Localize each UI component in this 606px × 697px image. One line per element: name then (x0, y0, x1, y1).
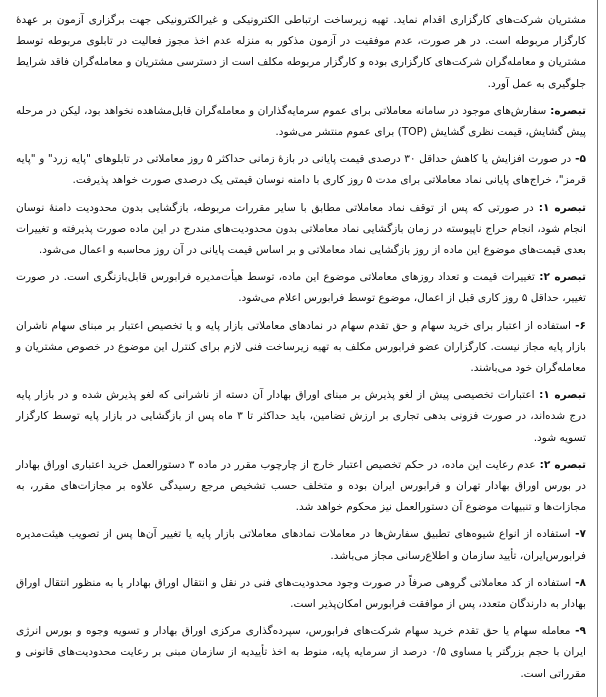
article-paragraph-9 (16, 621, 586, 685)
note-label: تبصره ۱: (534, 389, 586, 402)
paragraph-text: استفاده از اعتبار برای خرید سهام و حق تقدم سهام در نمادهای معاملاتی بازار پایه و یا تخصیص اعتبار بر مبنای سهام ناشران بازار پایه مجاز نیست. کارگزاران عضو فرابورس مکلف به تهیه زیرساخت فنی لازم برای کنترل این موضوع در خصوص مشتریان و معامله‌گران خود می‌باشند. (16, 319, 586, 375)
paragraph-text: استفاده از انواع شیوه‌های تطبیق سفارش‌ها در معاملات نمادهای معاملاتی بازار پایه یا تغییر آن‌ها پس از تصویب هیئت‌مدیره فرابورس‌ایران، تأیید سازمان و اطلاع‌رسانی مجاز می‌باشد. (16, 528, 586, 562)
article-number: ۵- (571, 153, 586, 166)
paragraph-text: معامله سهام یا حق تقدم خرید سهام شرکت‌های فرابورس، سپرده‌گذاری مرکزی اوراق بهادار و تسویه وجوه و بورس انرژی ایران با حجم بزرگتر یا مساوی ۰/۵ درصد از سرمایه پایه، منوط به اخذ تأییدیه از سازمان مبنی بر رعایت محدودیت‌های قانونی و مقرراتی است. (16, 625, 586, 680)
note-paragraph (16, 267, 586, 309)
page-border-line (597, 0, 598, 697)
paragraph-continuation (16, 10, 586, 95)
article-number: ۷- (570, 528, 586, 541)
paragraph-text: مشتریان شرکت‌های کارگزاری اقدام نماید. تهیه زیرساخت ارتباطی الکترونیکی و غیرالکترونیکی جهت برگزاری آزمون بر عهدهٔ کارگزار مربوطه است. در هر صورت، عدم موفقیت در آزمون مذکور به منزله عدم اخذ مجوز فعالیت در تابلوی مربوطه توسط مشتریان و معامله‌گران شرکت‌های کارگزاری بوده و کارگزار مربوطه مکلف است از دسترسی مشتریان و معامله‌گران فاقد شرایط جلوگیری به عمل آورد. (16, 14, 586, 90)
paragraph-text: تغییرات قیمت و تعداد روزهای معاملاتی موضوع این ماده، توسط هیأت‌مدیره فرابورس قابل‌بازنگری است. در صورت تغییر، حداقل ۵ روز کاری قبل از اعمال، موضوع توسط فرابورس اعلام می‌شود. (16, 271, 586, 305)
note-paragraph (16, 455, 586, 519)
article-number: ۶- (570, 319, 586, 332)
article-paragraph-7 (16, 524, 586, 566)
paragraph-text: استفاده از کد معاملاتی گروهی صرفاً در صورت وجود محدودیت‌های فنی در نقل و انتقال اوراق بهادار یا به منظور انتقال اوراق بهادار به دارندگان متعدد، پس از موافقت فرابورس امکان‌پذیر است. (16, 576, 586, 611)
note-label: تبصره ۱: (533, 201, 586, 214)
note-label: تبصره ۲: (534, 271, 586, 284)
document-body (16, 10, 586, 685)
note-paragraph (16, 385, 586, 449)
paragraph-text: سفارش‌های موجود در سامانه معاملاتی برای عموم سرمایه‌گذاران و معامله‌گران قابل‌مشاهده نخواهد بود، لیکن در مرحله پیش گشایش، قیمت نظری گشایش (TOP) برای عموم منتشر می‌شود. (16, 104, 586, 139)
note-label: تبصره ۲: (535, 458, 586, 471)
note-paragraph (16, 101, 586, 143)
article-paragraph-6 (16, 316, 586, 380)
paragraph-text: عدم رعایت این ماده، در حکم تخصیص اعتبار خارج از چارچوب مقرر در ماده ۳ دستورالعمل خرید اعتباری اوراق بهادار در بورس اوراق بهادار تهران و فرابورس ایران بوده و متخلف حسب تشخیص مرجع رسیدگی علاوه بر مجازات‌های مقرر، به مجازات‌ها و تنبیهات موضوع آن دستورالعمل نیز محکوم خواهد شد. (16, 458, 586, 514)
article-paragraph-8 (16, 573, 586, 615)
paragraph-text: در صورتی که پس از توقف نماد معاملاتی مطابق با سایر مقررات مربوطه، بازگشایی بدون محدودیت دامنهٔ نوسان انجام شود، انجام حراج ناپیوسته در زمان بازگشایی نماد معاملاتی بدون محدودیت‌های مندرج در این ماده صورت پذیرفته و تغییرات بعدی قیمت‌های موضوع این ماده از روز بازگشایی نماد معاملاتی و بر اساس قیمت پایانی در آن روز محاسبه و اعمال می‌شود. (16, 201, 586, 257)
article-number: ۹- (570, 625, 586, 638)
note-paragraph (16, 198, 586, 262)
note-label: تبصره: (546, 104, 586, 117)
paragraph-text: اعتبارات تخصیصی پیش از لغو پذیرش بر مبنای اوراق بهادار آن دسته از ناشرانی که لغو پذیرش شده و در بازار پایه درج شده‌اند، در صورت فزونی بدهی تجاری بر ارزش تضامین، باید حداکثر تا ۳ ماه پس از بازگشایی در بازار پایه توسط کارگزار تسویه شود. (16, 389, 586, 444)
paragraph-text: در صورت افزایش یا کاهش حداقل ۳۰ درصدی قیمت پایانی در بازهٔ زمانی حداکثر ۵ روز معاملاتی در تابلوهای "پایه زرد" و "پایه قرمز"، خراج‌های پایانی نماد معاملاتی برای مدت ۵ روز کاری با دامنه نوسان قیمتی یک درصدی صورت خواهد پذیرفت. (16, 153, 586, 187)
article-number: ۸- (571, 576, 586, 589)
article-paragraph-5 (16, 149, 586, 191)
